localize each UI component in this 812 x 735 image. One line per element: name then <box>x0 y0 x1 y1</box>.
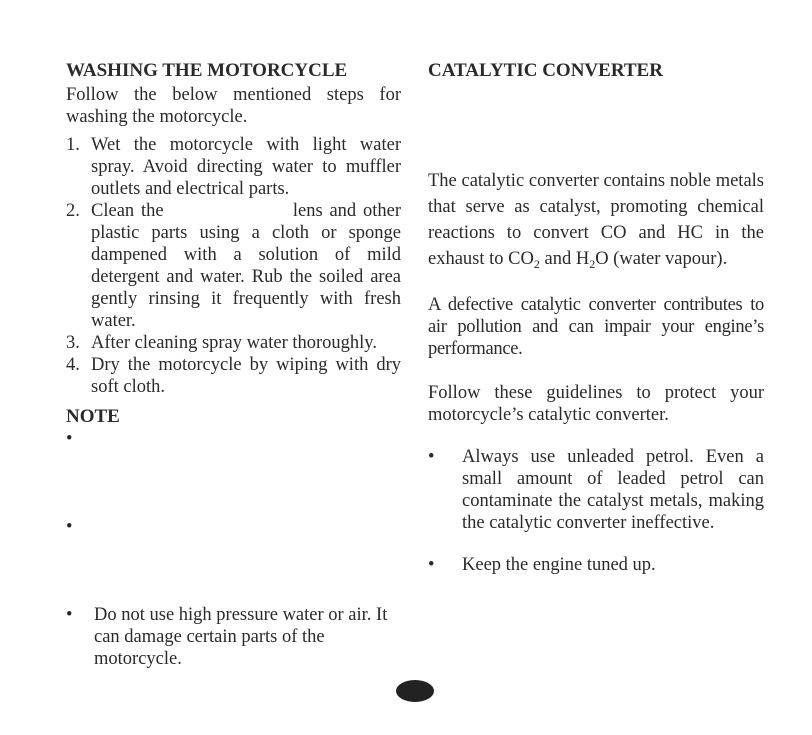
step-number: 1. <box>66 135 80 155</box>
washing-heading: WASHING THE MOTORCYCLE <box>66 60 348 81</box>
catalytic-section <box>428 60 764 576</box>
catalytic-para-2: A defective catalytic converter contributes to air pollution and can impair your engine’s performance. <box>428 295 764 359</box>
step-text: Clean the lens and other plastic parts using a cloth or sponge dampened with a solution of mild detergent and water. Rub the soiled area gently rinsing it frequently with fresh water. <box>91 201 406 331</box>
step-4 <box>66 354 401 398</box>
washing-steps <box>66 134 406 398</box>
bullet-dot: • <box>66 605 73 625</box>
bullet-text: Always use unleaded petrol. Even a small amount of leaded petrol can contaminate the catalyst metals, making the catalytic converter ineffective. <box>462 447 764 533</box>
bullet-dot: • <box>66 429 73 449</box>
step-text: After cleaning spray water thoroughly. <box>91 333 377 353</box>
image-placeholder <box>428 82 764 168</box>
step-text: Wet the motorcycle with light water spray. Avoid directing water to muffler outlets and electrical parts. <box>91 135 401 199</box>
step-2 <box>66 200 406 332</box>
catalytic-bullet-2 <box>428 554 764 576</box>
catalytic-bullet-1 <box>428 446 764 534</box>
note-bullet-3 <box>66 604 401 670</box>
catalytic-para-1: The catalytic converter contains noble metals that serve as catalyst, promoting chemical reactions to convert CO and HC in the exhaust to $CO_2$ and $H_2O$ (water vapour). <box>428 171 764 271</box>
bullet-dot: • <box>428 447 435 467</box>
note-bullet-2 <box>66 516 401 604</box>
catalytic-para-3: Follow these guidelines to protect your motorcycle’s catalytic converter. <box>428 383 764 425</box>
step-text: Dry the motorcycle by wiping with dry soft cloth. <box>91 355 401 397</box>
catalytic-heading: CATALYTIC CONVERTER <box>428 60 663 81</box>
step-number: 3. <box>66 333 80 353</box>
note-text: Do not use high pressure water or air. It can damage certain parts of the motorcycle. <box>94 605 388 669</box>
step-number: 4. <box>66 355 80 375</box>
washing-section <box>66 60 406 670</box>
washing-intro: Follow the below mentioned steps for washing the motorcycle. <box>66 85 401 127</box>
step-1 <box>66 134 401 200</box>
page-number-oval <box>396 680 434 702</box>
note-bullet-1 <box>66 428 401 516</box>
step-number: 2. <box>66 201 80 221</box>
bullet-dot: • <box>428 555 435 575</box>
step-3 <box>66 332 401 354</box>
note-heading: NOTE <box>66 406 120 427</box>
bullet-dot: • <box>66 517 73 537</box>
bullet-text: Keep the engine tuned up. <box>462 555 656 575</box>
